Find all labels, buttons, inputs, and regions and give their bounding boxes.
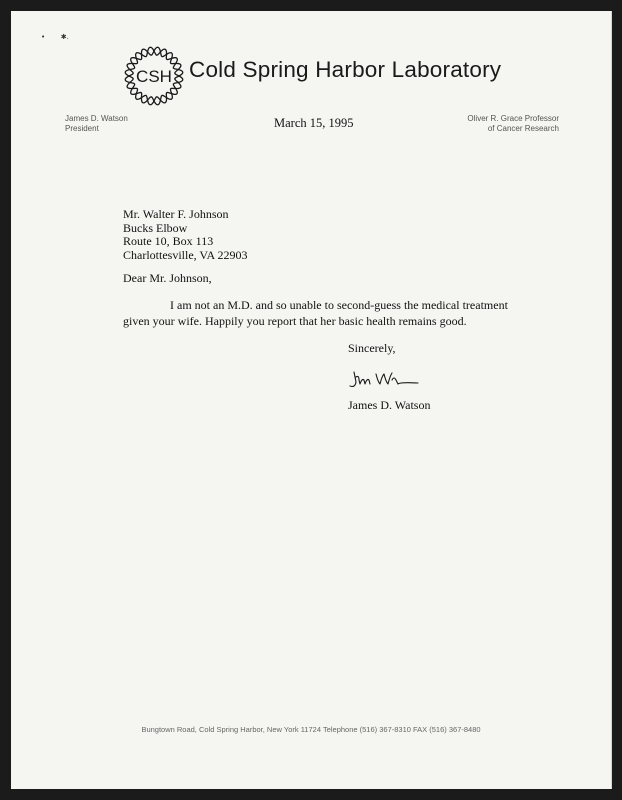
letter-body (123, 297, 508, 329)
body-line1: I am not an M.D. and so unable to second-guess the medical treatment (170, 298, 508, 312)
body-line2: given your wife. Happily you report that her basic health remains good. (123, 314, 467, 328)
handwritten-signature (348, 368, 420, 390)
organization-name: Cold Spring Harbor Laboratory (189, 57, 502, 82)
recipient-line3: Route 10, Box 113 (123, 234, 214, 248)
logo-text: CSH (136, 67, 172, 86)
professorship-line1: Oliver R. Grace Professor (467, 114, 559, 123)
salutation: Dear Mr. Johnson, (123, 271, 212, 285)
csh-logo (122, 44, 186, 108)
letter-page (11, 11, 612, 789)
sender-name: James D. Watson (65, 114, 128, 123)
signer-name: James D. Watson (348, 398, 431, 412)
letter-date: March 15, 1995 (274, 116, 354, 130)
sender-title: President (65, 124, 99, 133)
closing: Sincerely, (348, 341, 396, 355)
professorship-line2: of Cancer Research (487, 124, 559, 133)
stray-marks: • ✱. (41, 33, 69, 41)
recipient-line2: Bucks Elbow (123, 220, 188, 235)
recipient-line4: Charlottesville, VA 22903 (123, 247, 248, 262)
recipient-address (123, 208, 248, 262)
professorship-block (467, 114, 559, 134)
letterhead-footer: Bungtown Road, Cold Spring Harbor, New York 11724 Telephone (516) 367-8310 FAX (516) 367-8480 (141, 725, 481, 734)
recipient-line1: Mr. Walter F. Johnson (123, 207, 229, 221)
sender-block (65, 114, 128, 134)
